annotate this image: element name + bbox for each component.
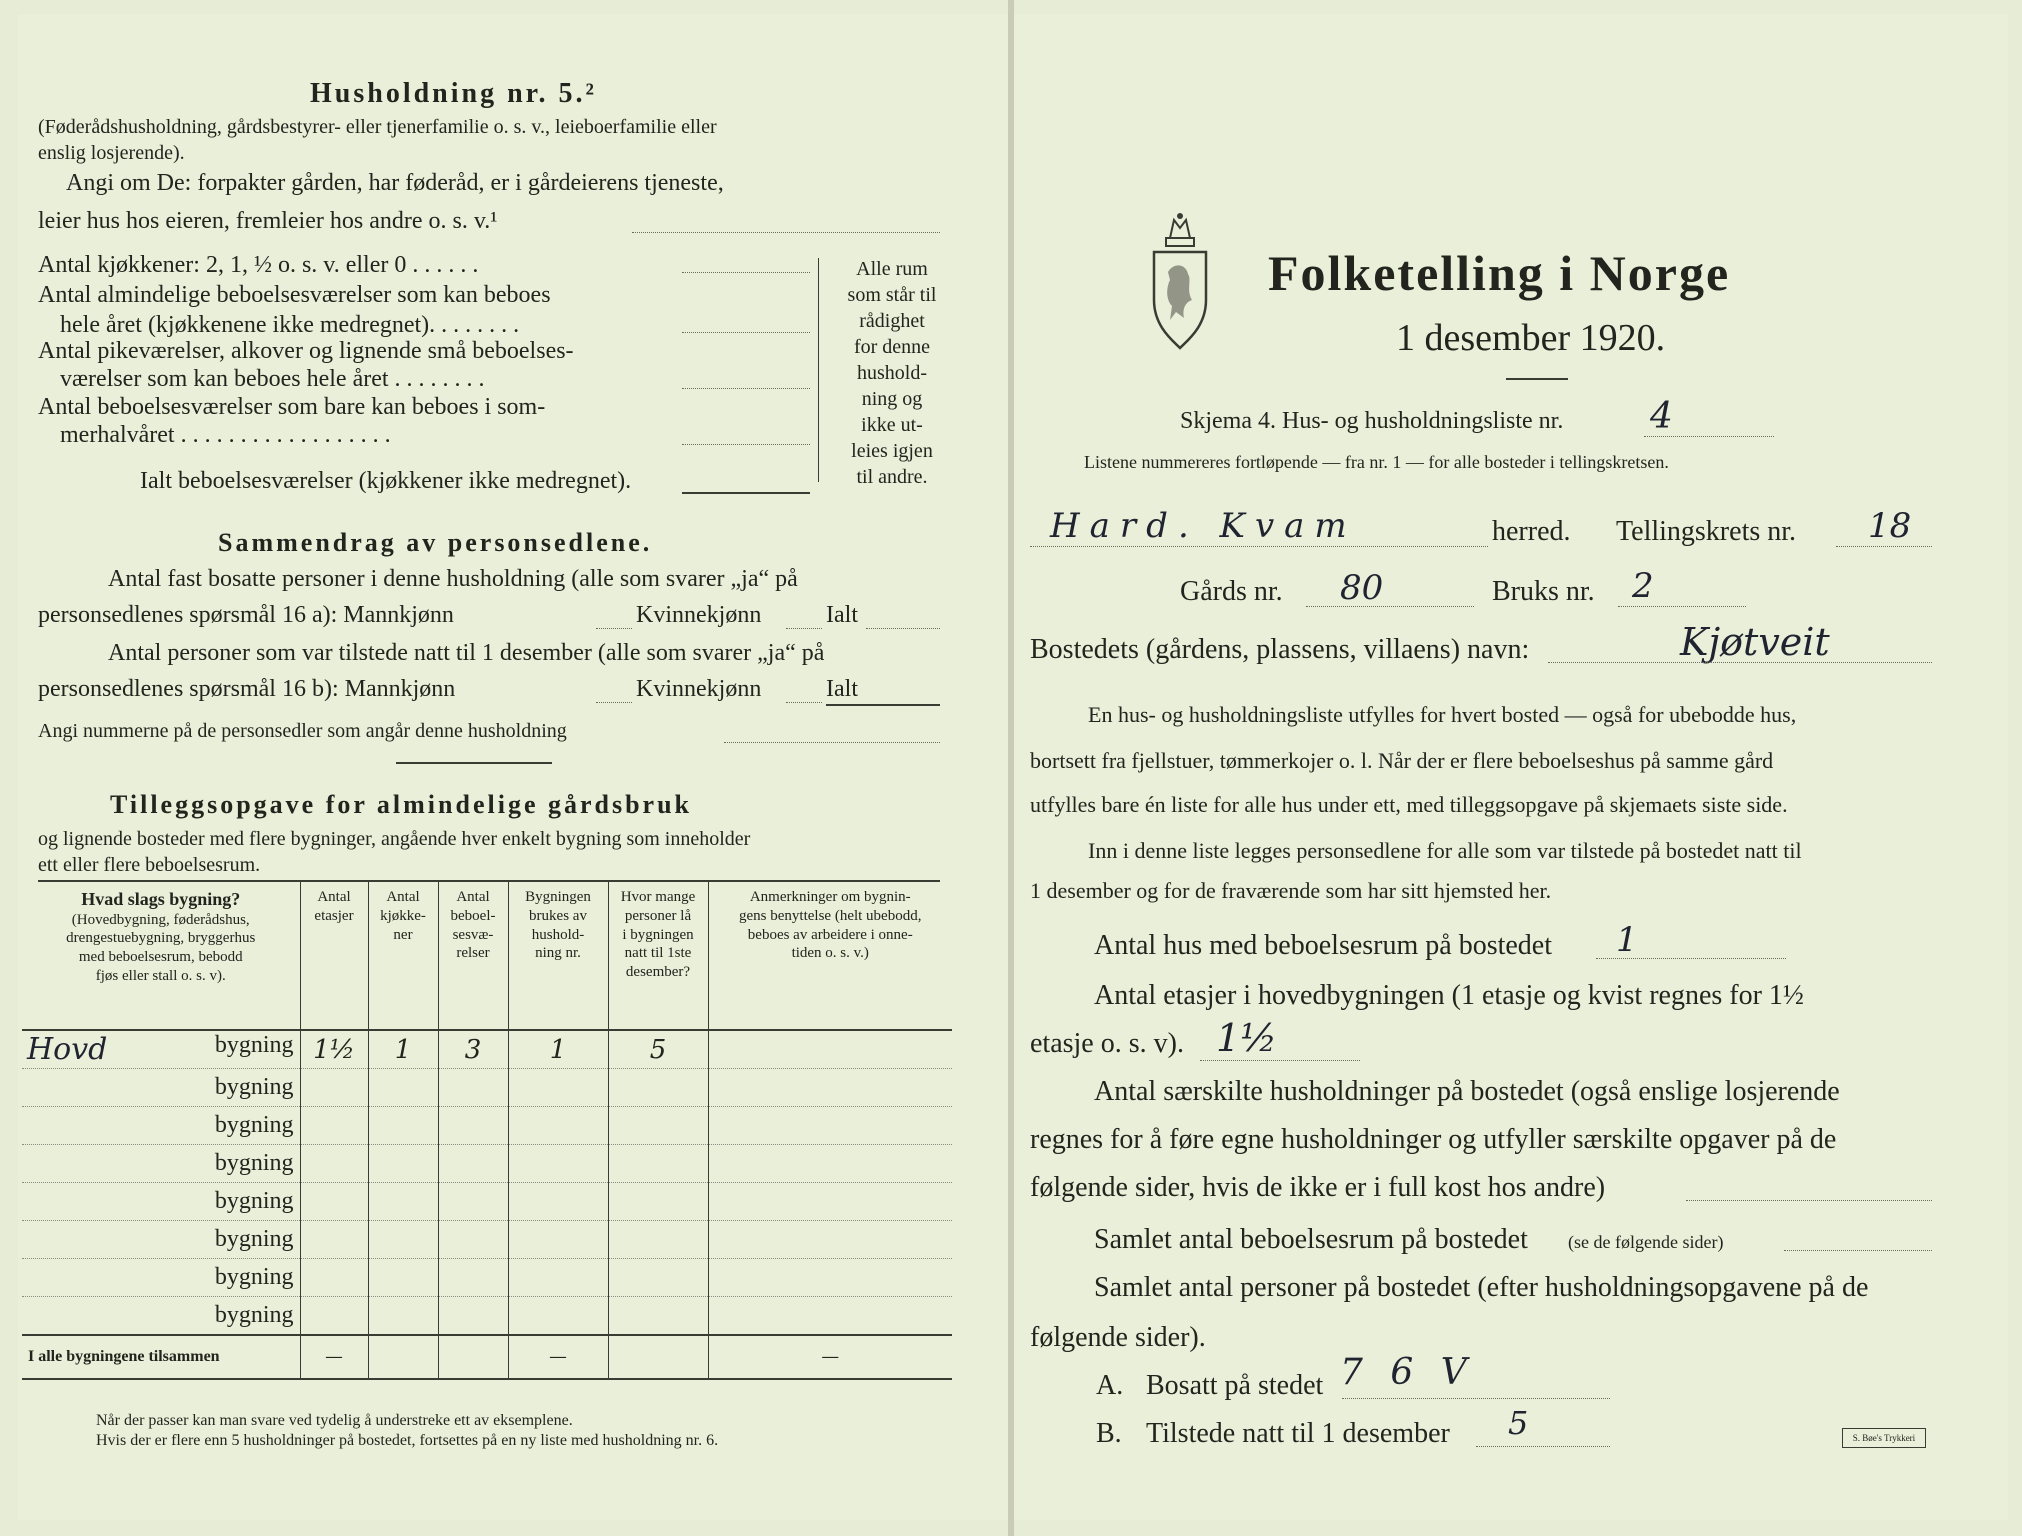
ialt-rooms-line: Ialt beboelsesværelser (kjøkkener ikke medregnet). — [140, 468, 632, 494]
building-type-cell — [22, 1069, 300, 1107]
building-cell — [508, 1183, 608, 1221]
header-line: Bygningen — [525, 889, 591, 905]
building-cell — [368, 1069, 438, 1107]
intro-line-4: Inn i denne liste legges personsedlene for alle som var tilstede på bostedet natt til — [1088, 838, 1802, 863]
title-divider — [1506, 378, 1568, 380]
brace — [818, 258, 835, 482]
intro-line-2: bortsett fra fjellstuer, tømmerkojer o. l. Når der er flere beboelseshus på samme gård — [1030, 748, 1774, 773]
coat-of-arms-icon — [1148, 208, 1212, 356]
header-line: brukes av — [529, 907, 587, 924]
gards-value: 80 — [1340, 568, 1384, 608]
bygning-label: bygning — [214, 1226, 294, 1252]
building-cell — [368, 1221, 438, 1259]
building-cell — [508, 1221, 608, 1259]
page-fold — [1008, 0, 1014, 1536]
bygning-label: bygning — [214, 1264, 294, 1290]
rooms-line-3: hele året (kjøkkenene ikke medregnet). . . . . . . . — [60, 312, 520, 338]
ialt-answer-line — [682, 492, 810, 494]
q-houses: Antal hus med beboelsesrum på bostedet — [1094, 930, 1553, 961]
bruks-answer-line — [1618, 606, 1746, 607]
building-cell — [608, 1259, 708, 1297]
building-cell — [438, 1221, 508, 1259]
summary-title: Sammendrag av personsedlene. — [218, 528, 653, 557]
header-line: beboes av arbeidere i onne- — [747, 926, 913, 943]
header-line: Antal — [386, 889, 420, 905]
total-cell: — — [300, 1335, 368, 1379]
building-cell — [608, 1107, 708, 1145]
building-cell — [608, 1069, 708, 1107]
krets-answer-line — [1836, 546, 1932, 547]
tillegg-line-1: og lignende bosteder med flere bygninger, angående hver enkelt bygning som inneholder — [38, 828, 751, 850]
footnote-2: Hvis der er flere enn 5 husholdninger på bostedet, fortsettes på en ny liste med husholdning nr. 6. — [96, 1432, 719, 1449]
building-cell — [508, 1145, 608, 1183]
q-houses-value: 1 — [1616, 920, 1638, 960]
building-cell — [300, 1069, 368, 1107]
b-value: 5 — [1508, 1404, 1529, 1442]
summer-rooms-answer-line — [682, 444, 810, 445]
form-date: 1 desember 1920. — [1396, 317, 1666, 359]
building-row — [22, 1221, 952, 1259]
header-line: Antal — [456, 889, 490, 905]
q-households-line-1: Antal særskilte husholdninger på bostedet (også enslige losjerende — [1094, 1076, 1840, 1107]
gards-label: Gårds nr. — [1180, 576, 1283, 607]
a-text: Bosatt på stedet — [1146, 1370, 1324, 1401]
header-line: med beboelsesrum, bebodd — [78, 949, 243, 965]
brace-note — [846, 256, 938, 490]
brace-note-line: som står til — [847, 284, 937, 306]
q-floors-line-1: Antal etasjer i hovedbygningen (1 etasje og kvist regnes for 1½ — [1094, 980, 1804, 1011]
listene-note: Listene nummereres fortløpende — fra nr. 1 — for alle bosteder i tellingskretsen. — [1084, 452, 1669, 472]
building-cell: 1 — [508, 1030, 608, 1069]
header-line: i bygningen — [622, 926, 694, 943]
building-cell — [508, 1297, 608, 1335]
q-households-line-2: regnes for å føre egne husholdninger og utfyller særskilte opgaver på de — [1030, 1124, 1837, 1155]
building-cell — [438, 1297, 508, 1335]
building-cell: 1½ — [300, 1030, 368, 1069]
building-cell — [608, 1183, 708, 1221]
header-line: fjøs eller stall o. s. v). — [95, 967, 226, 984]
brace-note-line: for denne — [853, 336, 931, 358]
q-rooms-answer-line — [1784, 1250, 1932, 1251]
building-type-cell — [22, 1145, 300, 1183]
building-cell: 3 — [438, 1030, 508, 1069]
header-line: beboel- — [450, 907, 496, 924]
building-cell — [708, 1030, 952, 1069]
bygning-label: bygning — [214, 1032, 294, 1058]
total-cell: — — [508, 1335, 608, 1379]
total-cell — [438, 1335, 508, 1379]
building-rows — [22, 1030, 952, 1335]
footnote-1: Når der passer kan man svare ved tydelig å understreke ett av eksemplene. — [96, 1412, 573, 1429]
total-cell: — — [708, 1335, 952, 1379]
skjema-value: 4 — [1650, 396, 1673, 437]
brace-note-line: ikke ut- — [861, 414, 923, 436]
total-cell — [608, 1335, 708, 1379]
kitchen-answer-line — [682, 272, 810, 273]
mann-answer-line-2 — [596, 702, 632, 703]
building-row — [22, 1297, 952, 1335]
building-table — [22, 880, 952, 1380]
bygning-label: bygning — [214, 1301, 294, 1328]
building-type-cell — [22, 1221, 300, 1259]
rooms-answer-line — [682, 332, 810, 333]
ialt-answer-line-2 — [826, 704, 940, 706]
header-line: Hvad slags bygning? — [81, 889, 241, 909]
header-line: ning nr. — [535, 945, 581, 962]
brace-note-line: ning og — [861, 388, 923, 410]
b-answer-line — [1476, 1446, 1610, 1447]
intro-line-5: 1 desember og for de fraværende som har sitt hjemsted her. — [1030, 878, 1552, 903]
household-subtitle-2: enslig losjerende). — [38, 142, 185, 164]
ialt-label-1: Ialt — [826, 602, 858, 628]
bygning-label: bygning — [214, 1150, 294, 1176]
building-type-cell — [22, 1183, 300, 1221]
building-cell — [300, 1297, 368, 1335]
building-cell — [508, 1069, 608, 1107]
a-answer-line — [1342, 1398, 1610, 1399]
building-cell — [708, 1221, 952, 1259]
rooms-line-6: Antal beboelsesværelser som bare kan beboes i som- — [38, 394, 546, 420]
building-cell — [708, 1145, 952, 1183]
rooms-line-7: merhalvåret . . . . . . . . . . . . . . . . . . — [60, 422, 391, 448]
intro-line-3: utfylles bare én liste for alle hus under ett, med tilleggsopgave på skjemaets siste side. — [1030, 792, 1788, 817]
building-cell — [368, 1259, 438, 1297]
building-cell — [368, 1107, 438, 1145]
building-cell — [368, 1145, 438, 1183]
header-line: sesvæ- — [452, 926, 494, 943]
building-cell — [300, 1145, 368, 1183]
total-cell — [368, 1335, 438, 1379]
skjema-line: Skjema 4. Hus- og husholdningsliste nr. — [1180, 408, 1564, 434]
building-cell — [608, 1297, 708, 1335]
building-cell — [708, 1107, 952, 1145]
q-households-line-3: følgende sider, hvis de ikke er i full kost hos andre) — [1030, 1172, 1606, 1203]
building-cell — [708, 1069, 952, 1107]
building-row — [22, 1145, 952, 1183]
angi-line-2: leier hus hos eieren, fremleier hos andre o. s. v.¹ — [38, 208, 498, 234]
building-cell — [300, 1221, 368, 1259]
form-title: Folketelling i Norge — [1268, 245, 1731, 301]
bruks-value: 2 — [1632, 566, 1654, 606]
q-rooms-note: (se de følgende sider) — [1568, 1232, 1724, 1252]
b-letter: B. — [1096, 1418, 1122, 1449]
kvinne-label-1: Kvinnekjønn — [636, 602, 762, 628]
col-header-persons — [608, 880, 708, 1030]
header-line: personer lå — [624, 907, 692, 924]
building-type-cell — [22, 1297, 300, 1335]
brace-note-line: Alle rum — [856, 258, 928, 280]
intro-line-1: En hus- og husholdningsliste utfylles for hvert bosted — også for ubebodde hus, — [1088, 702, 1797, 727]
total-label: I alle bygningene tilsammen — [22, 1335, 300, 1379]
building-cell — [708, 1297, 952, 1335]
a-letter: A. — [1096, 1370, 1124, 1401]
kvinne-label-2: Kvinnekjønn — [636, 676, 762, 702]
bruks-label: Bruks nr. — [1492, 576, 1595, 607]
building-cell — [708, 1259, 952, 1297]
building-type-cell — [22, 1030, 300, 1069]
angi-answer-line — [632, 232, 940, 233]
bosted-label: Bostedets (gårdens, plassens, villaens) navn: — [1030, 634, 1530, 665]
krets-label: Tellingskrets nr. — [1616, 516, 1797, 547]
rooms-line-1: Antal kjøkkener: 2, 1, ½ o. s. v. eller 0 . . . . . . — [38, 252, 479, 278]
header-line: (Hovedbygning, føderådshus, — [71, 911, 250, 928]
household-subtitle-1: (Føderådshusholdning, gårdsbestyrer- eller tjenerfamilie o. s. v., leieboerfamilie eller — [38, 116, 717, 138]
bygning-label: bygning — [214, 1074, 294, 1100]
q-houses-answer-line — [1596, 958, 1786, 959]
b-text: Tilstede natt til 1 desember — [1146, 1418, 1450, 1449]
rooms-line-4: Antal pikeværelser, alkover og lignende små beboelses- — [38, 338, 574, 364]
rooms-line-5: værelser som kan beboes hele året . . . . . . . . — [60, 366, 485, 392]
tillegg-title: Tilleggsopgave for almindelige gårdsbruk — [110, 790, 693, 819]
brace-note-line: leies igjen — [851, 440, 933, 462]
col-header-kitchens — [368, 880, 438, 1030]
building-cell — [508, 1107, 608, 1145]
building-row — [22, 1183, 952, 1221]
building-cell — [708, 1183, 952, 1221]
brace-note-line: hushold- — [857, 362, 927, 384]
summary-line-1: Antal fast bosatte personer i denne husholdning (alle som svarer „ja“ på — [108, 566, 798, 592]
col-header-type — [22, 880, 300, 1030]
header-line: drengestuebygning, bryggerhus — [66, 930, 256, 947]
header-line: ner — [393, 926, 413, 943]
building-cell — [300, 1183, 368, 1221]
q-rooms-total: Samlet antal beboelsesrum på bostedet — [1094, 1224, 1528, 1255]
mann-answer-line-1 — [596, 628, 632, 629]
building-cell — [438, 1259, 508, 1297]
building-row — [22, 1107, 952, 1145]
building-type-cell — [22, 1107, 300, 1145]
herred-value: Hard. Kvam — [1050, 506, 1357, 546]
building-name: Hovd — [27, 1032, 108, 1067]
bosted-answer-line — [1548, 662, 1932, 663]
col-header-floors — [300, 880, 368, 1030]
summary-line-4: personsedlenes spørsmål 16 b): Mannkjønn — [38, 676, 456, 702]
herred-answer-line — [1030, 546, 1488, 547]
col-header-rooms — [438, 880, 508, 1030]
header-line: kjøkke- — [380, 907, 426, 924]
summary-line-3: Antal personer som var tilstede natt til 1 desember (alle som svarer „ja“ på — [108, 640, 825, 666]
household-title: Husholdning nr. 5.² — [310, 78, 597, 109]
brace-note-line: rådighet — [859, 310, 925, 332]
ialt-answer-line-1 — [866, 628, 940, 629]
krets-value: 18 — [1868, 506, 1912, 546]
q-floors-value: 1½ — [1216, 1016, 1278, 1060]
building-type-cell — [22, 1259, 300, 1297]
herred-label: herred. — [1492, 516, 1571, 547]
tillegg-line-2: ett eller flere beboelsesrum. — [38, 854, 261, 876]
q-persons-line-2: følgende sider). — [1030, 1322, 1206, 1353]
building-cell — [608, 1221, 708, 1259]
q-floors-answer-line — [1200, 1060, 1360, 1061]
bosted-value: Kjøtveit — [1680, 620, 1830, 664]
bygning-label: bygning — [214, 1188, 294, 1214]
ialt-label-2: Ialt — [826, 676, 858, 702]
building-cell — [438, 1183, 508, 1221]
a-value: 7 6 V — [1340, 1352, 1475, 1393]
kvinne-answer-line-1 — [786, 628, 822, 629]
header-line: tiden o. s. v.) — [791, 945, 869, 962]
table-header-row — [22, 880, 952, 1030]
building-row — [22, 1069, 952, 1107]
table-total-row — [22, 1335, 952, 1379]
q-floors-line-2: etasje o. s. v). — [1030, 1028, 1184, 1059]
col-header-remarks — [708, 880, 952, 1030]
building-cell — [368, 1297, 438, 1335]
brace-note-line: til andre. — [856, 466, 928, 488]
header-line: Antal — [317, 889, 351, 905]
nummerne-answer-line — [724, 742, 940, 743]
building-cell — [608, 1145, 708, 1183]
building-cell — [438, 1069, 508, 1107]
building-cell — [438, 1145, 508, 1183]
q-persons-line-1: Samlet antal personer på bostedet (efter husholdningsopgavene på de — [1094, 1272, 1869, 1303]
building-cell — [368, 1183, 438, 1221]
header-line: relser — [456, 945, 490, 962]
small-rooms-answer-line — [682, 388, 810, 389]
kvinne-answer-line-2 — [786, 702, 822, 703]
divider — [396, 762, 552, 764]
q-households-answer-line — [1686, 1200, 1932, 1201]
header-line: hushold- — [531, 926, 585, 943]
header-line: desember? — [625, 964, 691, 980]
bygning-label: bygning — [214, 1112, 294, 1138]
building-row — [22, 1259, 952, 1297]
header-line: natt til 1ste — [624, 945, 692, 962]
printer-stamp: S. Bøe's Trykkeri — [1842, 1428, 1926, 1448]
rooms-line-2: Antal almindelige beboelsesværelser som kan beboes — [38, 282, 551, 308]
building-cell: 1 — [368, 1030, 438, 1069]
header-line: etasjer — [314, 907, 354, 924]
gards-answer-line — [1306, 606, 1474, 607]
building-row — [22, 1030, 952, 1069]
header-line: gens benyttelse (helt ubebodd, — [739, 907, 922, 924]
building-cell — [300, 1259, 368, 1297]
summary-line-2: personsedlenes spørsmål 16 a): Mannkjønn — [38, 602, 454, 628]
skjema-answer-line — [1644, 436, 1774, 437]
building-cell — [438, 1107, 508, 1145]
header-line: Anmerkninger om bygnin- — [749, 889, 911, 905]
building-cell — [508, 1259, 608, 1297]
building-cell — [300, 1107, 368, 1145]
header-line: Hvor mange — [620, 889, 696, 905]
angi-nummerne: Angi nummerne på de personsedler som angår denne husholdning — [38, 720, 567, 742]
angi-line-1: Angi om De: forpakter gården, har føderåd, er i gårdeierens tjeneste, — [66, 170, 724, 196]
building-cell: 5 — [608, 1030, 708, 1069]
col-header-household — [508, 880, 608, 1030]
